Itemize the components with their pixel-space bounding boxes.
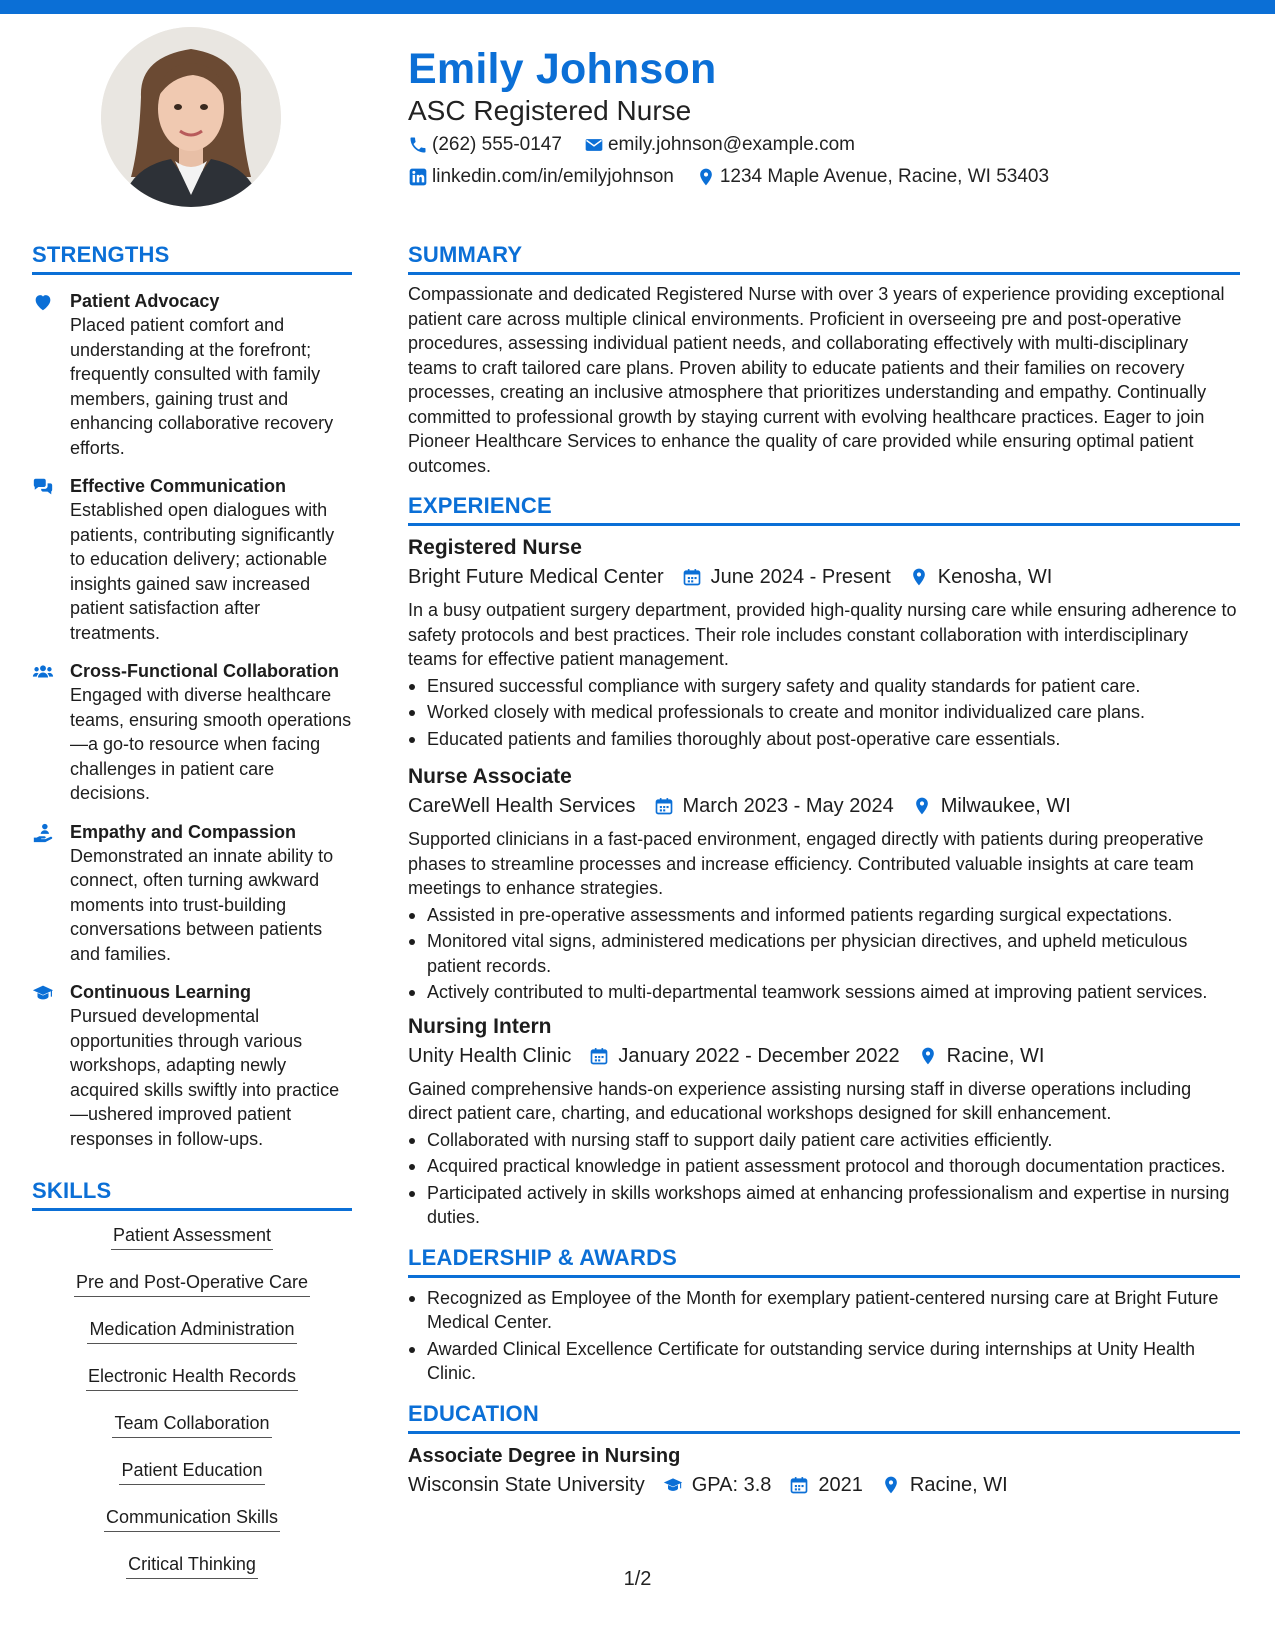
graduation-cap-icon (663, 1475, 683, 1495)
job-location (912, 791, 1071, 821)
list-item: Recognized as Employee of the Month for exemplary patient-centered nursing care at Bright Future Medical Center. (408, 1286, 1240, 1335)
education-year (789, 1470, 863, 1500)
strength-title: Patient Advocacy (70, 291, 220, 311)
comments-icon (32, 476, 54, 498)
map-pin-icon (918, 1046, 938, 1066)
contact-row-2 (408, 162, 1238, 192)
strength-title: Empathy and Compassion (70, 821, 297, 842)
list-item: Participated actively in skills workshops aimed at enhancing professionalism and expertise in nursing duties. (408, 1181, 1240, 1230)
job-location (918, 1041, 1045, 1071)
contact-address (696, 166, 1049, 188)
education-heading: EDUCATION (408, 1400, 1240, 1434)
calendar-icon (682, 567, 702, 587)
job-company (408, 562, 664, 592)
list-item: Acquired practical knowledge in patient assessment protocol and thorough documentation practices. (408, 1154, 1240, 1179)
skill-item: Medication Administration (87, 1317, 296, 1344)
education-meta (408, 1470, 1240, 1500)
address-text: 1234 Maple Avenue, Racine, WI 53403 (719, 166, 1050, 187)
skill-item: Patient Assessment (111, 1223, 273, 1250)
company-text: CareWell Health Services (408, 795, 636, 817)
gpa-text: GPA: 3.8 (691, 1473, 772, 1496)
education-location (881, 1470, 1008, 1500)
experience-section (408, 492, 1240, 1230)
page-number: 1/2 (623, 1568, 652, 1590)
contact-linkedin (408, 166, 674, 188)
skill-item: Electronic Health Records (86, 1364, 298, 1391)
list-item: Collaborated with nursing staff to support daily patient care activities efficiently. (408, 1128, 1240, 1153)
strength-title: Cross-Functional Collaboration (70, 661, 340, 681)
job-meta (408, 1041, 1240, 1071)
skill-item: Critical Thinking (126, 1552, 258, 1579)
year-text: 2021 (818, 1473, 863, 1496)
linkedin-icon (408, 167, 428, 187)
list-item: Assisted in pre-operative assessments and informed patients regarding surgical expectations. (408, 903, 1240, 928)
candidate-title: ASC Registered Nurse (408, 95, 692, 126)
strength-item (32, 820, 352, 967)
skills-heading: SKILLS (32, 1177, 352, 1211)
awards-section (408, 1244, 1240, 1386)
skills-list (32, 1223, 352, 1599)
email-text[interactable]: emily.johnson@example.com (607, 134, 855, 155)
location-text: Racine, WI (909, 1473, 1008, 1496)
summary-section (408, 241, 1240, 478)
summary-heading: SUMMARY (408, 241, 1240, 275)
envelope-icon (584, 135, 604, 155)
job-company (408, 791, 636, 821)
experience-heading: EXPERIENCE (408, 492, 1240, 526)
job-description: In a busy outpatient surgery department, provided high-quality nursing care while ensuring adherence to safety protocols and best practices. Their role includes constant collaboration with interdisciplinary teams for effective patient management. (408, 600, 1237, 669)
strength-desc: Demonstrated an innate ability to connect, often turning awkward moments into trust-building conversations between patients and families. (70, 845, 334, 964)
profile-photo (101, 27, 281, 207)
company-text: Bright Future Medical Center (408, 566, 664, 588)
job-role: Nursing Intern (408, 1014, 552, 1038)
calendar-icon (654, 796, 674, 816)
education-section (408, 1400, 1240, 1500)
job-dates (589, 1041, 899, 1071)
strength-item (32, 659, 352, 806)
job-bullets (408, 1128, 1240, 1230)
skill-item: Team Collaboration (112, 1411, 271, 1438)
map-pin-icon (881, 1475, 901, 1495)
users-icon (32, 661, 54, 683)
company-text: Unity Health Clinic (408, 1044, 572, 1067)
education-degree: Associate Degree in Nursing (408, 1444, 681, 1467)
awards-heading: LEADERSHIP & AWARDS (408, 1244, 1240, 1278)
phone-text[interactable]: (262) 555-0147 (432, 134, 562, 155)
profile-photo-illustration (101, 27, 281, 207)
strength-title: Continuous Learning (70, 982, 251, 1002)
job-company (408, 1041, 571, 1071)
education-school (408, 1470, 645, 1500)
skills-section (32, 1177, 352, 1599)
list-item: Ensured successful compliance with surgery safety and quality standards for patient care. (408, 674, 1240, 699)
job-entry (408, 534, 1240, 751)
contact-phone (408, 134, 562, 156)
list-item: Actively contributed to multi-departmental teamwork sessions aimed at improving patient services. (408, 980, 1240, 1005)
job-location (909, 562, 1053, 592)
right-column (408, 241, 1240, 1500)
left-column (32, 241, 352, 1599)
resume-header (408, 44, 1238, 192)
summary-text: Compassionate and dedicated Registered Nurse with over 3 years of experience providing exceptional patient care across multiple clinical environments. Proficient in overseeing pre and post-operative procedures, assessing individual patient needs, and collaborating effectively with multi-disciplinary teams to craft tailored care plans. Proven ability to educate patients and their families on recovery processes, creating an inclusive atmosphere that prioritizes understanding and empathy. Continually committed to professional growth by staying current with evolving healthcare practices. Eager to join Pioneer Healthcare Services to enhance the quality of care provided while ensuring optimal patient outcomes. (408, 284, 1225, 476)
strengths-heading: STRENGTHS (32, 241, 352, 275)
job-description: Supported clinicians in a fast-paced environment, engaged directly with patients during preoperative phases to streamline processes and increase efficiency. Contributed valuable insights at care team meetings to enhance strategies. (408, 829, 1204, 898)
job-bullets (408, 903, 1240, 1005)
strength-item (32, 980, 352, 1151)
job-meta (408, 791, 1240, 821)
list-item: Worked closely with medical professionals to create and monitor individualized care plans. (408, 700, 1240, 725)
list-item: Monitored vital signs, administered medications per physician directives, and upheld meticulous patient records. (408, 929, 1240, 978)
candidate-name: Emily Johnson (408, 45, 717, 93)
map-pin-icon (909, 567, 929, 587)
awards-list (408, 1286, 1240, 1386)
skill-item: Communication Skills (104, 1505, 280, 1532)
map-pin-icon (696, 167, 716, 187)
calendar-icon (589, 1046, 609, 1066)
school-text: Wisconsin State University (408, 1473, 645, 1496)
job-description: Gained comprehensive hands-on experience assisting nursing staff in diverse operations including direct patient care, charting, and educational workshops designed for skill enhancement. (408, 1078, 1192, 1123)
job-entry (408, 1013, 1240, 1230)
job-role: Registered Nurse (408, 536, 582, 559)
skill-item: Patient Education (119, 1458, 264, 1485)
location-text: Milwaukee, WI (940, 795, 1071, 817)
hand-holding-user-icon (32, 822, 54, 844)
job-dates (654, 791, 894, 821)
job-entry (408, 763, 1240, 1005)
strength-item (32, 474, 352, 645)
dates-text: January 2022 - December 2022 (618, 1044, 900, 1067)
contact-email (584, 134, 855, 156)
calendar-icon (789, 1475, 809, 1495)
phone-icon (408, 135, 428, 155)
strength-desc: Placed patient comfort and understanding at the forefront; frequently consulted with family members, gaining trust and enhancing collaborative recovery efforts. (70, 315, 334, 458)
dates-text: March 2023 - May 2024 (682, 795, 894, 817)
heart-icon (32, 291, 54, 313)
dates-text: June 2024 - Present (710, 566, 891, 588)
top-accent-bar (0, 0, 1275, 14)
education-gpa (663, 1470, 772, 1500)
job-bullets (408, 674, 1240, 752)
list-item: Awarded Clinical Excellence Certificate for outstanding service during internships at Unity Health Clinic. (408, 1337, 1240, 1386)
strength-desc: Pursued developmental opportunities through various workshops, adapting newly acquired skills swiftly into practice—ushered improved patient responses in follow-ups. (70, 1006, 340, 1149)
graduation-cap-icon (32, 982, 54, 1004)
job-role: Nurse Associate (408, 765, 572, 788)
skill-item: Pre and Post-Operative Care (74, 1270, 310, 1297)
strength-desc: Established open dialogues with patients, contributing significantly to education delivery; actionable insights gained saw increased patient satisfaction after treatments. (70, 500, 335, 643)
job-dates (682, 562, 891, 592)
map-pin-icon (912, 796, 932, 816)
location-text: Kenosha, WI (937, 566, 1053, 588)
job-meta (408, 562, 1240, 592)
location-text: Racine, WI (946, 1044, 1045, 1067)
linkedin-text[interactable]: linkedin.com/in/emilyjohnson (432, 166, 674, 187)
strength-title: Effective Communication (70, 476, 287, 496)
contact-row-1 (408, 130, 1238, 160)
strength-item (32, 289, 352, 460)
strength-desc: Engaged with diverse healthcare teams, ensuring smooth operations—a go-to resource when facing challenges in patient care decisions. (70, 685, 352, 803)
list-item: Educated patients and families thoroughly about post-operative care essentials. (408, 727, 1240, 752)
